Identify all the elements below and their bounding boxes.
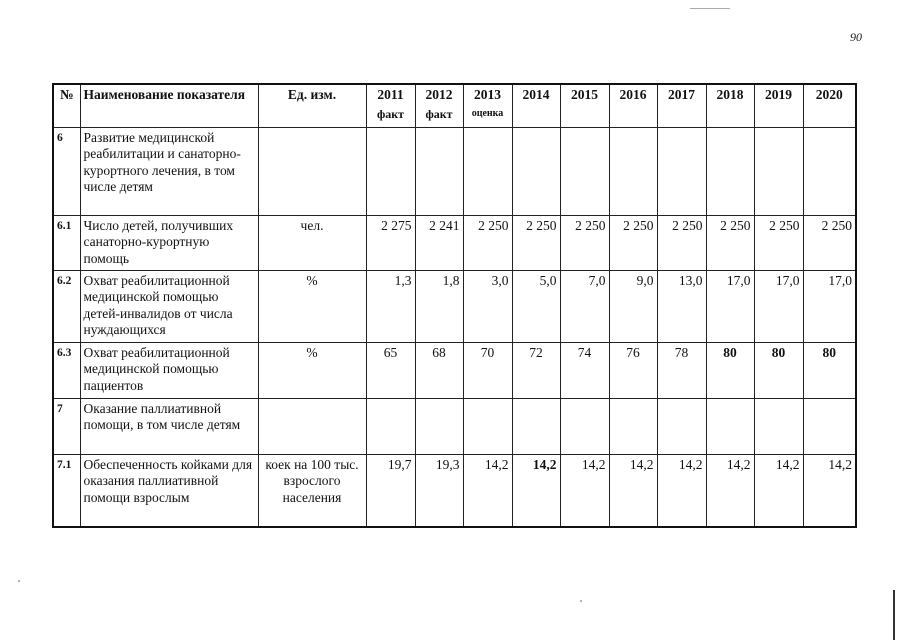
header-year: 2013	[474, 87, 501, 102]
header-num: №	[53, 84, 80, 127]
row-value: 80	[803, 342, 856, 398]
row-num: 7.1	[53, 454, 80, 527]
row-value: 2 250	[463, 215, 512, 270]
row-value: 13,0	[657, 270, 706, 342]
scan-artifact-dot	[580, 600, 582, 602]
row-name: Оказание паллиативной помощи, в том числе детям	[80, 398, 258, 454]
row-value: 78	[657, 342, 706, 398]
header-year-sub: оценка	[471, 107, 504, 119]
scan-artifact-dot	[18, 580, 20, 582]
header-year-sub: факт	[425, 106, 453, 121]
row-value: 70	[463, 342, 512, 398]
row-value	[415, 398, 463, 454]
row-value	[463, 398, 512, 454]
row-value	[560, 127, 609, 215]
indicators-table	[52, 83, 857, 528]
row-value: 7,0	[560, 270, 609, 342]
row-value	[512, 398, 560, 454]
table-row	[53, 454, 856, 527]
row-unit: коек на 100 тыс. взрослого населения	[258, 454, 366, 527]
row-value: 2 250	[657, 215, 706, 270]
table-header-row	[53, 84, 856, 127]
row-unit: %	[258, 270, 366, 342]
row-value: 14,2	[657, 454, 706, 527]
row-value: 76	[609, 342, 657, 398]
row-value: 80	[706, 342, 754, 398]
header-year: 2011	[377, 87, 404, 102]
row-value: 14,2	[560, 454, 609, 527]
row-value: 74	[560, 342, 609, 398]
row-value: 80	[754, 342, 803, 398]
row-unit: %	[258, 342, 366, 398]
row-value: 14,2	[803, 454, 856, 527]
row-unit	[258, 398, 366, 454]
row-num: 6	[53, 127, 80, 215]
row-value: 14,2	[512, 454, 560, 527]
table-row	[53, 215, 856, 270]
row-value: 14,2	[754, 454, 803, 527]
row-num: 6.3	[53, 342, 80, 398]
row-value	[560, 398, 609, 454]
row-name: Развитие медицинской реабилитации и санаторно-курортного лечения, в том числе детям	[80, 127, 258, 215]
row-num: 6.1	[53, 215, 80, 270]
row-value: 9,0	[609, 270, 657, 342]
row-value: 2 275	[366, 215, 415, 270]
row-num: 6.2	[53, 270, 80, 342]
row-value: 2 250	[560, 215, 609, 270]
row-value: 2 250	[512, 215, 560, 270]
row-name: Обеспеченность койками для оказания паллиативной помощи взрослым	[80, 454, 258, 527]
header-year-2018: 2018	[706, 84, 754, 127]
header-year-2020: 2020	[803, 84, 856, 127]
header-name: Наименование показателя	[80, 84, 258, 127]
row-value	[512, 127, 560, 215]
row-value	[706, 398, 754, 454]
row-value: 72	[512, 342, 560, 398]
row-value: 19,7	[366, 454, 415, 527]
row-value: 65	[366, 342, 415, 398]
row-value: 2 250	[609, 215, 657, 270]
header-year-2015: 2015	[560, 84, 609, 127]
row-value	[803, 127, 856, 215]
header-year-2013	[463, 84, 512, 127]
row-value	[366, 127, 415, 215]
table-row	[53, 127, 856, 215]
row-value: 5,0	[512, 270, 560, 342]
row-value: 17,0	[803, 270, 856, 342]
scan-artifact-edge	[893, 590, 895, 640]
header-unit: Ед. изм.	[258, 84, 366, 127]
row-value: 3,0	[463, 270, 512, 342]
row-value: 17,0	[706, 270, 754, 342]
row-value	[803, 398, 856, 454]
row-name: Охват реабилитационной медицинской помощью пациентов	[80, 342, 258, 398]
header-year-2012	[415, 84, 463, 127]
row-name: Число детей, получивших санаторно-курортную помощь	[80, 215, 258, 270]
header-year: 2012	[425, 87, 453, 102]
row-value: 2 250	[803, 215, 856, 270]
row-value: 17,0	[754, 270, 803, 342]
row-value	[754, 127, 803, 215]
row-value	[609, 127, 657, 215]
row-value: 2 250	[706, 215, 754, 270]
table-row	[53, 270, 856, 342]
row-value	[657, 127, 706, 215]
header-year-2014: 2014	[512, 84, 560, 127]
row-value: 1,8	[415, 270, 463, 342]
row-value: 14,2	[706, 454, 754, 527]
table-row	[53, 398, 856, 454]
table-row	[53, 342, 856, 398]
header-year-2019: 2019	[754, 84, 803, 127]
row-value: 68	[415, 342, 463, 398]
row-value	[366, 398, 415, 454]
row-value: 2 241	[415, 215, 463, 270]
row-value	[657, 398, 706, 454]
scan-artifact-line	[690, 8, 730, 9]
row-unit	[258, 127, 366, 215]
row-value: 14,2	[463, 454, 512, 527]
row-value: 2 250	[754, 215, 803, 270]
row-value	[609, 398, 657, 454]
row-value	[415, 127, 463, 215]
header-year-sub: факт	[376, 106, 405, 121]
header-year-2017: 2017	[657, 84, 706, 127]
row-value	[706, 127, 754, 215]
header-year-2016: 2016	[609, 84, 657, 127]
row-num: 7	[53, 398, 80, 454]
row-value: 1,3	[366, 270, 415, 342]
page-number: 90	[850, 30, 862, 44]
header-year-2011	[366, 84, 415, 127]
row-value	[754, 398, 803, 454]
row-value: 14,2	[609, 454, 657, 527]
row-name: Охват реабилитационной медицинской помощью детей-инвалидов от числа нуждающихся	[80, 270, 258, 342]
row-value: 19,3	[415, 454, 463, 527]
row-unit: чел.	[258, 215, 366, 270]
row-value	[463, 127, 512, 215]
